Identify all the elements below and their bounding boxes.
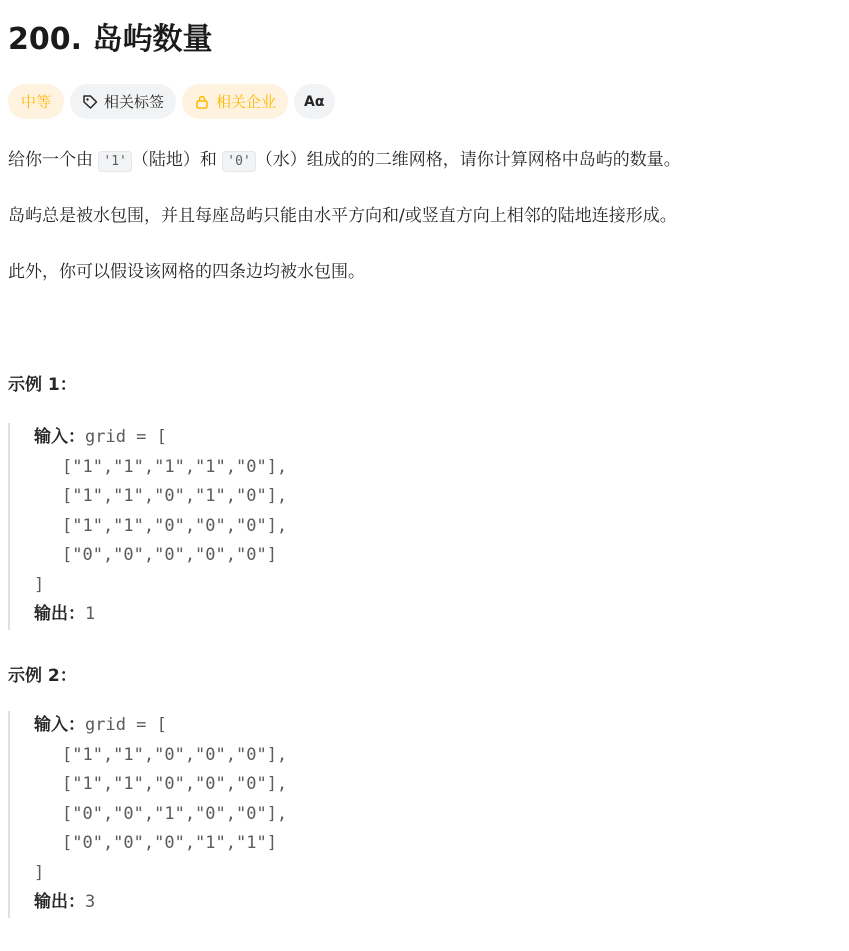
example-1-row-1: ["1","1","1","1","0"], xyxy=(62,456,288,477)
related-tags-label: 相关标签 xyxy=(104,93,165,111)
example-1-row-4: ["0","0","0","0","0"] xyxy=(62,545,277,565)
example-1-output-value: 1 xyxy=(85,604,96,624)
example-1-input-label: 输入： xyxy=(34,427,85,447)
example-2-row-4: ["0","0","0","1","1"] xyxy=(62,833,277,853)
inline-code-water: '0' xyxy=(222,151,255,172)
example-2-title: 示例 2： xyxy=(8,666,77,686)
example-1-row-2: ["1","1","0","1","0"], xyxy=(62,486,288,506)
p1-text-c: （水）组成的的二维网格，请你计算网格中岛屿的数量。 xyxy=(255,150,681,170)
tag-bar xyxy=(8,84,335,119)
example-2-input-label: 输入： xyxy=(34,715,85,735)
example-2-row-3: ["0","0","1","0","0"], xyxy=(62,803,288,824)
example-1-input-line xyxy=(34,423,508,453)
related-tags-button[interactable] xyxy=(70,84,176,119)
example-1-close-bracket: ] xyxy=(34,574,45,595)
example-2-input-line xyxy=(34,711,508,741)
p1-text-a: 给你一个由 xyxy=(8,150,99,170)
example-2-close-bracket: ] xyxy=(34,862,45,883)
description-paragraph-2: 岛屿总是被水包围，并且每座岛屿只能由水平方向和/或竖直方向上相邻的陆地连接形成。 xyxy=(8,206,677,226)
related-companies-label: 相关企业 xyxy=(216,93,277,111)
related-companies-button[interactable] xyxy=(182,84,288,119)
example-1-output-label: 输出： xyxy=(34,604,85,624)
example-1-block xyxy=(8,423,508,630)
p1-text-b: （陆地）和 xyxy=(131,150,223,170)
lock-icon xyxy=(194,94,210,110)
example-1-row-3: ["1","1","0","0","0"], xyxy=(62,515,288,536)
tag-icon xyxy=(82,94,98,110)
example-2-row-1: ["1","1","0","0","0"], xyxy=(62,744,288,765)
example-1-input-head: grid = [ xyxy=(85,427,167,447)
example-2-row-2: ["1","1","0","0","0"], xyxy=(62,774,288,794)
difficulty-badge: 中等 xyxy=(8,84,64,119)
description-paragraph-3: 此外，你可以假设该网格的四条边均被水包围。 xyxy=(8,262,365,282)
translate-icon: Aα xyxy=(304,93,325,110)
example-2-input-head: grid = [ xyxy=(85,715,167,735)
problem-title: 200. 岛屿数量 xyxy=(8,22,213,57)
example-2-output-value: 3 xyxy=(85,892,96,912)
inline-code-land: '1' xyxy=(98,151,131,172)
example-1-output-line xyxy=(34,600,508,630)
translate-button[interactable] xyxy=(294,84,334,119)
example-2-output-line xyxy=(34,888,508,918)
description-paragraph-1 xyxy=(8,148,681,174)
example-1-title: 示例 1： xyxy=(8,375,77,395)
example-2-block xyxy=(8,711,508,918)
example-2-output-label: 输出： xyxy=(34,892,85,912)
